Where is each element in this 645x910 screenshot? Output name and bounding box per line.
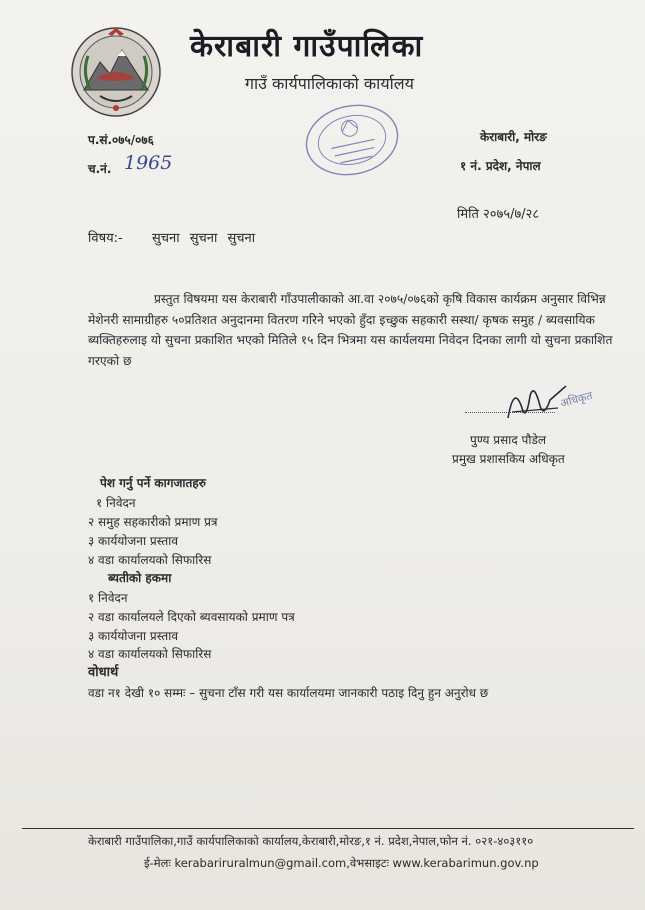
office-title: केराबारी गाउँपालिका: [190, 29, 424, 64]
list-item: २ वडा कार्यालयले दिएको ब्यवसायको प्रमाण पत्र: [88, 610, 295, 624]
signer-name: पुण्य प्रसाद पौडेल: [470, 433, 547, 447]
reference-number: प.सं.०७५/०७६: [88, 133, 154, 147]
list-item: ३ कार्ययोजना प्रस्ताव: [88, 629, 179, 643]
signature-stamp-text: अधिकृत: [558, 388, 594, 411]
subject-label: विषय:-: [88, 231, 123, 246]
office-subtitle: गाउँ कार्यपालिकाको कार्यालय: [245, 74, 414, 93]
list-item: ४ वडा कार्यालयको सिफारिस: [88, 553, 212, 567]
letter-date: मिति २०७५/७/२८: [457, 207, 540, 222]
list-item: १ निवेदन: [96, 496, 136, 510]
address-line-1: केराबारी, मोरङ: [480, 130, 547, 144]
notice-body: प्रस्तुत विषयमा यस केराबारी गाँउपालीकाको आ.वा २०७५/०७६को कृषि विकास कार्यक्रम अनुसार विभिन्न मेशेनरी सामाग्रीहरु ५०प्रतिशत अनुदानमा वितरण गरिने भएको हुँदा इच्छुक सहकारी सस्था/ कृषक समुह / ब्यवसायिक ब्यक्तिहरुलाइ यो सुचना प्रकाशित भएको मितिले १५ दिन भित्रमा यस कार्यलयमा निवेदन दिनका लागी यो सुचना प्रकाशित गरएको छ: [88, 292, 613, 368]
requirements-title: पेश गर्नु पर्ने कागजातहरु: [100, 476, 206, 490]
dispatch-number-label: च.नं.: [88, 162, 112, 176]
list-item: ४ वडा कार्यालयको सिफारिस: [88, 647, 212, 661]
signer-title: प्रमुख प्रशासकिय अधिकृत: [452, 452, 565, 466]
bodhartha-title: वोधार्थ: [88, 665, 119, 680]
nepal-emblem-icon: [70, 26, 162, 118]
bodhartha-text: वडा न१ देखी १० सम्मः – सुचना टाँस गरी यस कार्यालयमा जानकारी पठाइ दिनु हुन अनुरोध छ: [88, 686, 489, 700]
dispatch-number-value: 1965: [124, 152, 173, 174]
signature-line: [465, 412, 555, 413]
address-line-2: १ नं. प्रदेश, नेपाल: [460, 159, 541, 173]
list-item: ३ कार्ययोजना प्रस्ताव: [88, 534, 179, 548]
list-item: १ निवेदन: [88, 591, 128, 605]
subject-value: सुचना सुचना सुचना: [152, 231, 256, 246]
footer-divider: [22, 828, 634, 829]
footer-contact: ई-मेलः kerabariruralmun@gmail.com,वेभसाइटः www.kerabarimun.gov.np: [144, 856, 539, 870]
list-item: २ समुह सहकारीको प्रमाण प्रत्र: [88, 515, 218, 529]
footer-address: केराबारी गाउँपालिका,गाउँ कार्यपालिकाको कार्यालय,केराबारी,मोरङ,१ नं. प्रदेश,नेपाल,फोन नं. ०२१-४०३११०: [88, 834, 534, 848]
individual-title: ब्यतीको हकमा: [108, 571, 172, 585]
office-stamp-icon: [300, 100, 405, 180]
